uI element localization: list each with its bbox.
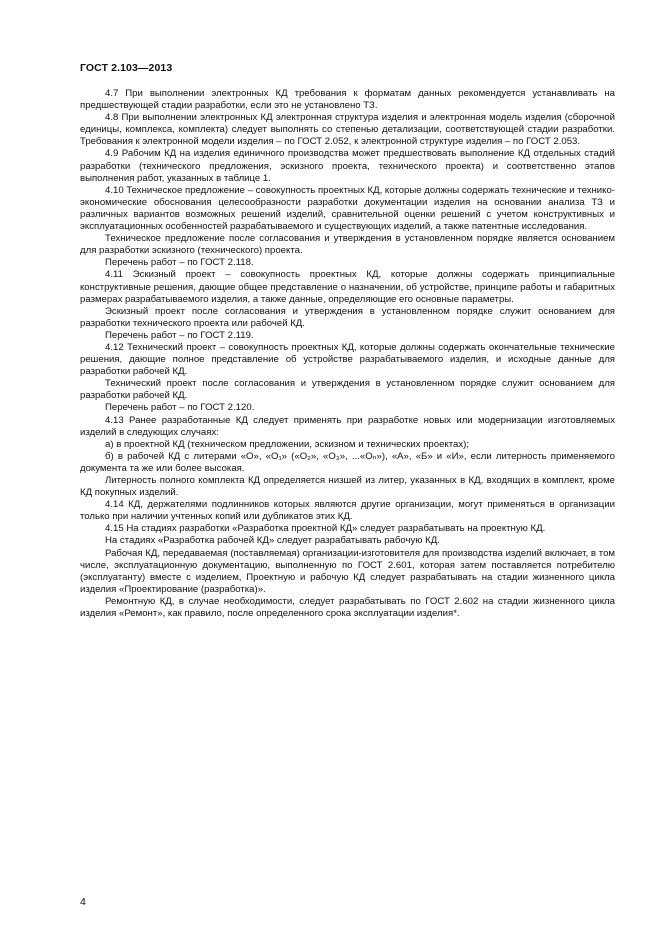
paragraph-4-11-worklist: Перечень работ – по ГОСТ 2.119. xyxy=(105,329,254,341)
page-number: 4 xyxy=(80,896,86,908)
paragraph-4-11-approval: Эскизный проект после согласования и утверждения в установленном порядке служит основанием для разработки технического проекта или рабочей КД. xyxy=(80,305,615,329)
paragraph-4-15-repair: Ремонтную КД, в случае необходимости, следует разрабатывать по ГОСТ 2.602 на стадии жизненного цикла изделия «Ремонт», как правило, после определенного срока эксплуатации изделия*. xyxy=(80,595,615,620)
paragraph-4-11: 4.11 Эскизный проект – совокупность проектных КД, которые должны содержать принципиальные конструктивные решения, дающие общее представление о назначении, об устройстве, принципе работы и габаритных размерах разрабатываемого изделия, а также данные, определяющие его основные параметры. xyxy=(80,269,615,305)
paragraph-4-10: 4.10 Техническое предложение – совокупность проектных КД, которые должны содержать технические и технико-экономические обоснования целесообразности разработки документации изделия на основании анализа ТЗ и различных вариантов возможных решений изделий, сравнительной оценки решений с учетом конструктивных и эксплуатационных особенностей разрабатываемого и существующих изделий, а также патентные исследования. xyxy=(80,184,615,233)
paragraph-4-8: 4.8 При выполнении электронных КД электронная структура изделия и электронная модель изделия (сборочной единицы, комплекса, комплекта) следует выполнять со степенью детализации, соответствующей стадии разработки. Требования к электронной модели изделия – по ГОСТ 2.052, к электронной структуре изделия – по ГОСТ 2.053. xyxy=(80,112,615,148)
paragraph-4-15: 4.15 На стадиях разработки «Разработка проектной КД» следует разрабатывать на проектную КД. xyxy=(105,523,546,535)
paragraph-4-12-worklist: Перечень работ – по ГОСТ 2.120. xyxy=(105,402,255,414)
paragraph-4-12: 4.12 Технический проект – совокупность проектных КД, которые должны содержать окончательные технические решения, дающие полное представление об устройстве разрабатываемого изделия, и исходные данные для разработки рабочей КД. xyxy=(80,341,615,378)
document-header: ГОСТ 2.103—2013 xyxy=(80,62,173,74)
paragraph-4-7: 4.7 При выполнении электронных КД требования к форматам данных рекомендуется устанавливать на предшествующей стадии разработки, если это не установлено ТЗ. xyxy=(80,88,615,112)
paragraph-4-14: 4.14 КД, держателями подлинников которых являются другие организации, могут применяться в организации только при наличии учтенных копий или дубликатов этих КД. xyxy=(80,499,615,523)
paragraph-4-13-literacy: Литерность полного комплекта КД определяется низшей из литер, указанных в КД, входящих в комплект, кроме КД покупных изделий. xyxy=(80,475,615,499)
paragraph-4-9: 4.9 Рабочим КД на изделия единичного производства может предшествовать выполнение КД отдельных стадий разработки (технического предложения, эскизного проекта, технического проекта) и соответственно этапов выполнения работ, указанных в таблице 1. xyxy=(80,148,615,184)
document-body xyxy=(80,88,615,620)
paragraph-4-15-working: На стадиях «Разработка рабочей КД» следует разрабатывать рабочую КД. xyxy=(105,535,440,547)
paragraph-4-10-worklist: Перечень работ – по ГОСТ 2.118. xyxy=(105,257,254,269)
list-item-a: а) в проектной КД (техническом предложении, эскизном и технических проектах); xyxy=(105,438,470,450)
list-item-b: б) в рабочей КД с литерами «О», «О₁» («О₂», «О₃», ...«Оₙ»), «А», «Б» и «И», если литерность применяемого документа та же или более высокая. xyxy=(80,450,615,474)
paragraph-4-12-approval: Технический проект после согласования и утверждения в установленном порядке служит основанием для разработки рабочей КД. xyxy=(80,378,615,402)
paragraph-4-15-transfer: Рабочая КД, передаваемая (поставляемая) организации-изготовителя для производства изделий включает, в том числе, эксплуатационную документацию, выполненную по ГОСТ 2.601, которая затем поставляется потребителю (эксплуатанту) вместе с изделием, Проектную и рабочую КД следует разрабатывать на стадии жизненного цикла изделия «Проектирование (разработка)». xyxy=(80,547,615,595)
paragraph-4-13: 4.13 Ранее разработанные КД следует применять при разработке новых или модернизации изготовляемых изделий в следующих случаях: xyxy=(80,414,615,438)
paragraph-4-10-approval: Техническое предложение после согласования и утверждения в установленном порядке является основанием для разработки эскизного (технического) проекта. xyxy=(80,233,615,257)
